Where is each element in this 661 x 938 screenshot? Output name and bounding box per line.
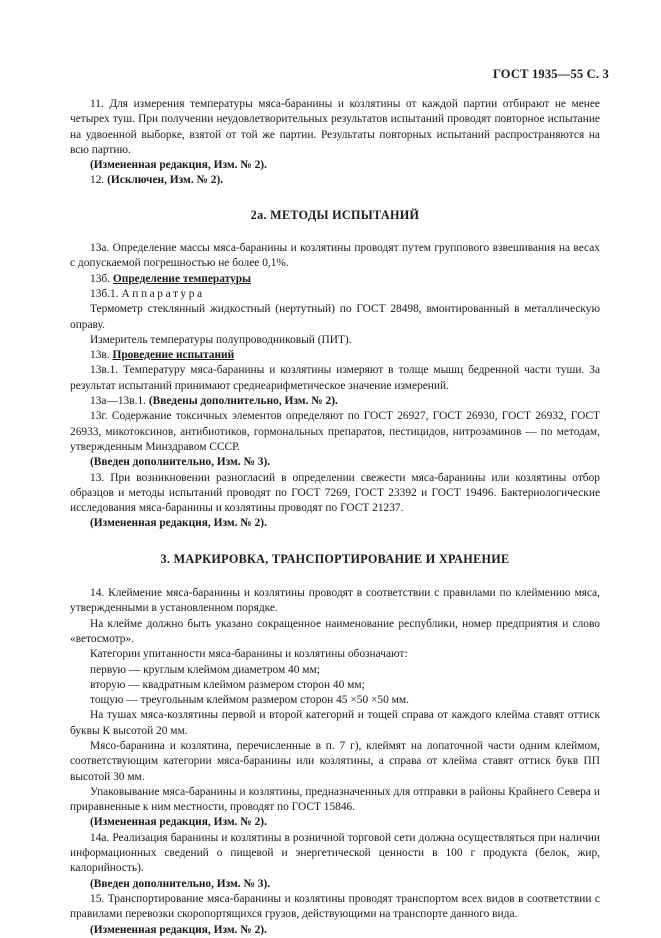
amendment-note: (Исключен, Изм. № 2).: [107, 174, 224, 187]
paragraph-number: 13б.1.: [90, 287, 119, 300]
amendment-note: (Введен дополнительно, Изм. № 3).: [90, 877, 271, 890]
list-item: первую — круглым клеймом диаметром 40 мм;: [90, 663, 320, 676]
paragraph-thermometer: Термометр стеклянный жидкостный (нертутный) по ГОСТ 28498, вмонтированный в металлическую оправу.: [70, 303, 600, 331]
paragraph-14-pp: Мясо-баранина и козлятина, перечисленные в п. 7 г), клеймят на лопаточной части одним клеймом, соответствующим категории мяса-баранины или козлятины, а справа от клейма ставят оттиск букв ПП высотой 30 мм.: [70, 739, 600, 783]
paragraph-13b: [70, 272, 600, 287]
paragraph-15: 15. Транспортирование мяса-баранины и козлятины проводят транспортом всех видов в соответствии с правилами перевозки скоропортящихся грузов, действующими на транспорте данного вида.: [70, 892, 600, 921]
amendment-note: (Введен дополнительно, Изм. № 3).: [90, 456, 271, 469]
paragraph-13v1: 13в.1. Температуру мяса-баранины и козлятины измеряют в толще мышц бедренной части туши. За результат испытаний принимают среднеарифметическое значение измерений.: [70, 364, 600, 392]
document-body: [70, 97, 600, 938]
paragraph-14-stamp: На клейме должно быть указано сокращенное наименование республики, номер предприятия и слово «ветосмотр».: [70, 617, 600, 645]
list-item: вторую — квадратным клеймом размером сторон 40 мм;: [90, 678, 365, 691]
paragraph-pit: Измеритель температуры полупроводниковый (ПИТ).: [90, 333, 352, 346]
paragraph-range: 13а—13в.1.: [90, 395, 146, 408]
paragraph-number: 13в.: [90, 349, 110, 362]
paragraph-13b1: [70, 287, 600, 302]
section-heading-2a: 2а. МЕТОДЫ ИСПЫТАНИЙ: [250, 207, 420, 222]
subsection-title: Аппаратура: [121, 287, 205, 300]
amendment-note: (Измененная редакция, Изм. № 2).: [90, 159, 267, 172]
page-header: ГОСТ 1935—55 С. 3: [492, 67, 609, 81]
paragraph-number: 12.: [90, 174, 105, 187]
subsection-title: Проведение испытаний: [112, 349, 235, 362]
paragraph-13a-13v1: [70, 394, 600, 409]
paragraph-14a: 14а. Реализация баранины и козлятины в розничной торговой сети должна осуществляться при наличии информационных сведений о пищевой и энергетической ценности в 100 г продукта (белок, жир, калорийность).: [70, 831, 600, 875]
section-heading-3: 3. МАРКИРОВКА, ТРАНСПОРТИРОВАНИЕ И ХРАНЕНИЕ: [160, 551, 510, 566]
paragraph-13g: 13г. Содержание токсичных элементов определяют по ГОСТ 26927, ГОСТ 26930, ГОСТ 26932, ГОСТ 26933, микотоксинов, антибиотиков, гормональных препаратов, пестицидов, нитрозаминов — по методам, утвержденным Минздравом СССР.: [70, 410, 600, 453]
paragraph-13v: [70, 348, 600, 363]
paragraph-13: 13. При возникновении разногласий в определении свежести мяса-баранины или козлятины отбор образцов и методы испытаний проводят по ГОСТ 7269, ГОСТ 23392 и ГОСТ 19496. Бактериологические исследования мяса-баранины и козлятины проводят по ГОСТ 21237.: [70, 471, 600, 515]
paragraph-14-packing: Упаковывание мяса-баранины и козлятины, предназначенных для отправки в районы Крайнего Севера и приравненные к ним местности, проводят по ГОСТ 15846.: [70, 785, 600, 814]
paragraph-14: 14. Клеймение мяса-баранины и козлятины проводят в соответствии с правилами по клеймению мяса, утвержденными в установленном порядке.: [70, 587, 600, 615]
paragraph-11: 11. Для измерения температуры мяса-баранины и козлятины от каждой партии отбирают не менее четырех туш. При получении неудовлетворительных результатов испытаний проводят повторное испытание на удвоенной выборке, взятой от той же партии. Результаты повторных испытаний распространяются на всю партию.: [70, 98, 600, 156]
paragraph-14-categories: Категории упитанности мяса-баранины и козлятины обозначают:: [90, 648, 408, 661]
amendment-note: (Измененная редакция, Изм. № 2).: [90, 816, 267, 829]
paragraph-12: [70, 173, 600, 188]
paragraph-13a: 13а. Определение массы мяса-баранины и козлятины проводят путем группового взвешивания на весах с допускаемой погрешностью не более 0,1%.: [70, 242, 600, 270]
subsection-title: Определение температуры: [112, 272, 251, 285]
paragraph-14-goat: На тушах мяса-козлятины первой и второй категорий и тощей справа от каждого клейма ставят оттиск буквы К высотой 20 мм.: [70, 709, 600, 737]
amendment-note: (Измененная редакция, Изм. № 2).: [90, 923, 267, 936]
amendment-note: (Введены дополнительно, Изм. № 2).: [148, 395, 338, 408]
list-item: тощую — треугольным клеймом размером сторон 45 ×50 ×50 мм.: [90, 694, 409, 707]
amendment-note: (Измененная редакция, Изм. № 2).: [90, 517, 267, 530]
paragraph-number: 13б.: [90, 272, 111, 285]
